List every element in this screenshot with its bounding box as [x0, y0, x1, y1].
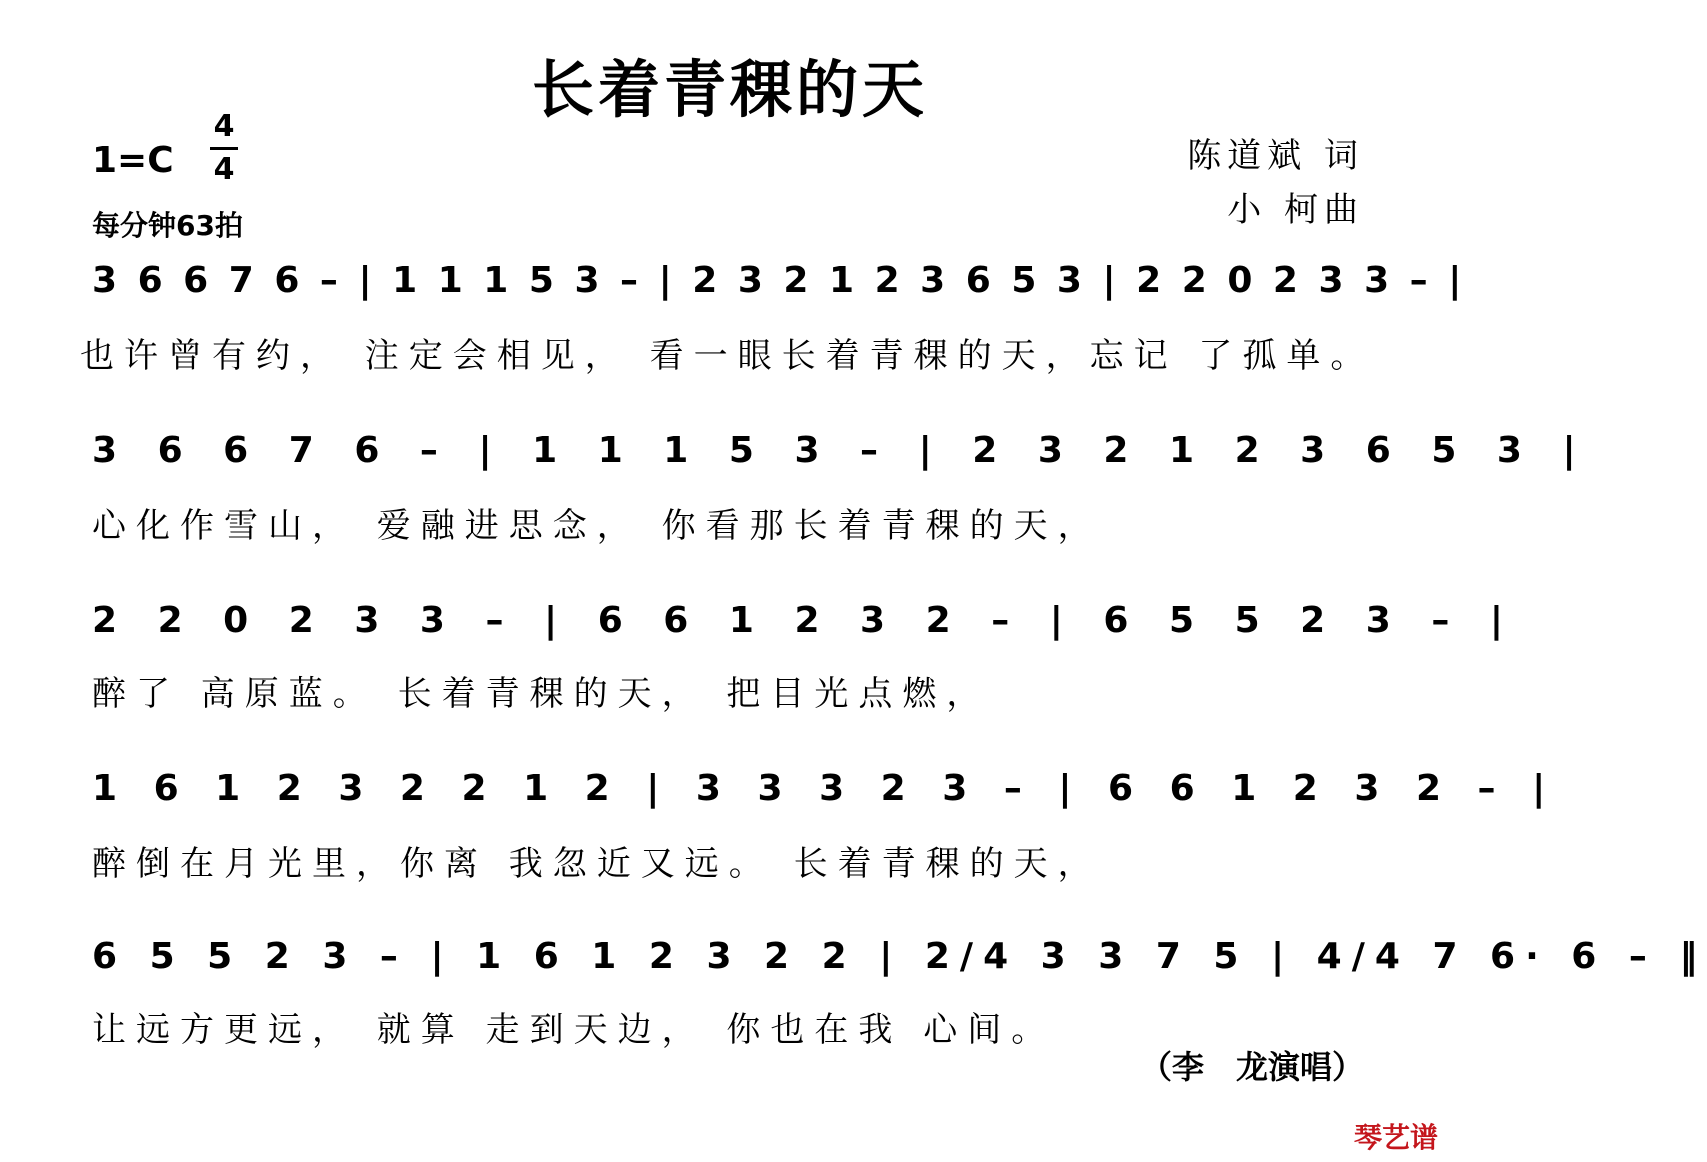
key-signature: 1=C	[92, 140, 174, 181]
notation-line-3	[0, 590, 1518, 660]
time-signature	[206, 110, 242, 187]
notation-line-1	[0, 250, 1466, 320]
lyrics-line-2: 心化作雪山， 爱融进思念， 你看那长着青稞的天，	[92, 506, 1102, 546]
notation-line-2-text: 3 6 6 7 6 – | 1 1 1 5 3 – | 2 3 2 1 2 3 6 5 3 |	[92, 430, 1590, 471]
notation-line-3-text: 2 2 0 2 3 3 – | 6 6 1 2 3 2 – | 6 5 5 2 3 – |	[92, 600, 1518, 641]
song-title: 长着青稞的天	[531, 53, 928, 126]
notation-line-4	[0, 758, 1558, 828]
lyrics-line-3: 醉了 高原蓝。 长着青稞的天， 把目光点燃，	[92, 674, 991, 714]
watermark-logo: 琴艺谱	[1353, 1121, 1438, 1154]
lyricist-credit: 陈道斌 词	[1187, 136, 1364, 176]
notation-line-4-text: 1 6 1 2 3 2 2 1 2 | 3 3 3 2 3 – | 6 6 1 2 3 2 – |	[92, 768, 1558, 809]
notation-line-5	[0, 926, 1707, 996]
notation-line-5-text: 6 5 5 2 3 – | 1 6 1 2 3 2 2 | 2/4 3 3 7 5 | 4/4 7 6· 6 – ‖	[92, 936, 1707, 977]
lyrics-line-5: 让远方更远， 就算 走到天边， 你也在我 心间。	[92, 1010, 1056, 1050]
lyrics-line-4: 醉倒在月光里，你离 我忽近又远。 长着青稞的天，	[92, 844, 1102, 884]
tempo-marking: 每分钟63拍	[92, 209, 243, 242]
lyrics-line-1: 也许曾有约， 注定会相见， 看一眼长着青稞的天，忘记 了孤单。	[80, 336, 1375, 376]
notation-line-1-text: 3 6 6 7 6 – | 1 1 1 5 3 – | 2 3 2 1 2 3 6 5 3 | 2 2 0 2 3 3 – |	[92, 260, 1466, 301]
time-signature-top: 4	[213, 109, 235, 144]
notation-line-2	[0, 420, 1590, 490]
performer-credit: （李 龙演唱）	[1139, 1048, 1364, 1086]
time-signature-bottom: 4	[213, 152, 235, 187]
composer-credit: 小 柯曲	[1227, 190, 1364, 230]
